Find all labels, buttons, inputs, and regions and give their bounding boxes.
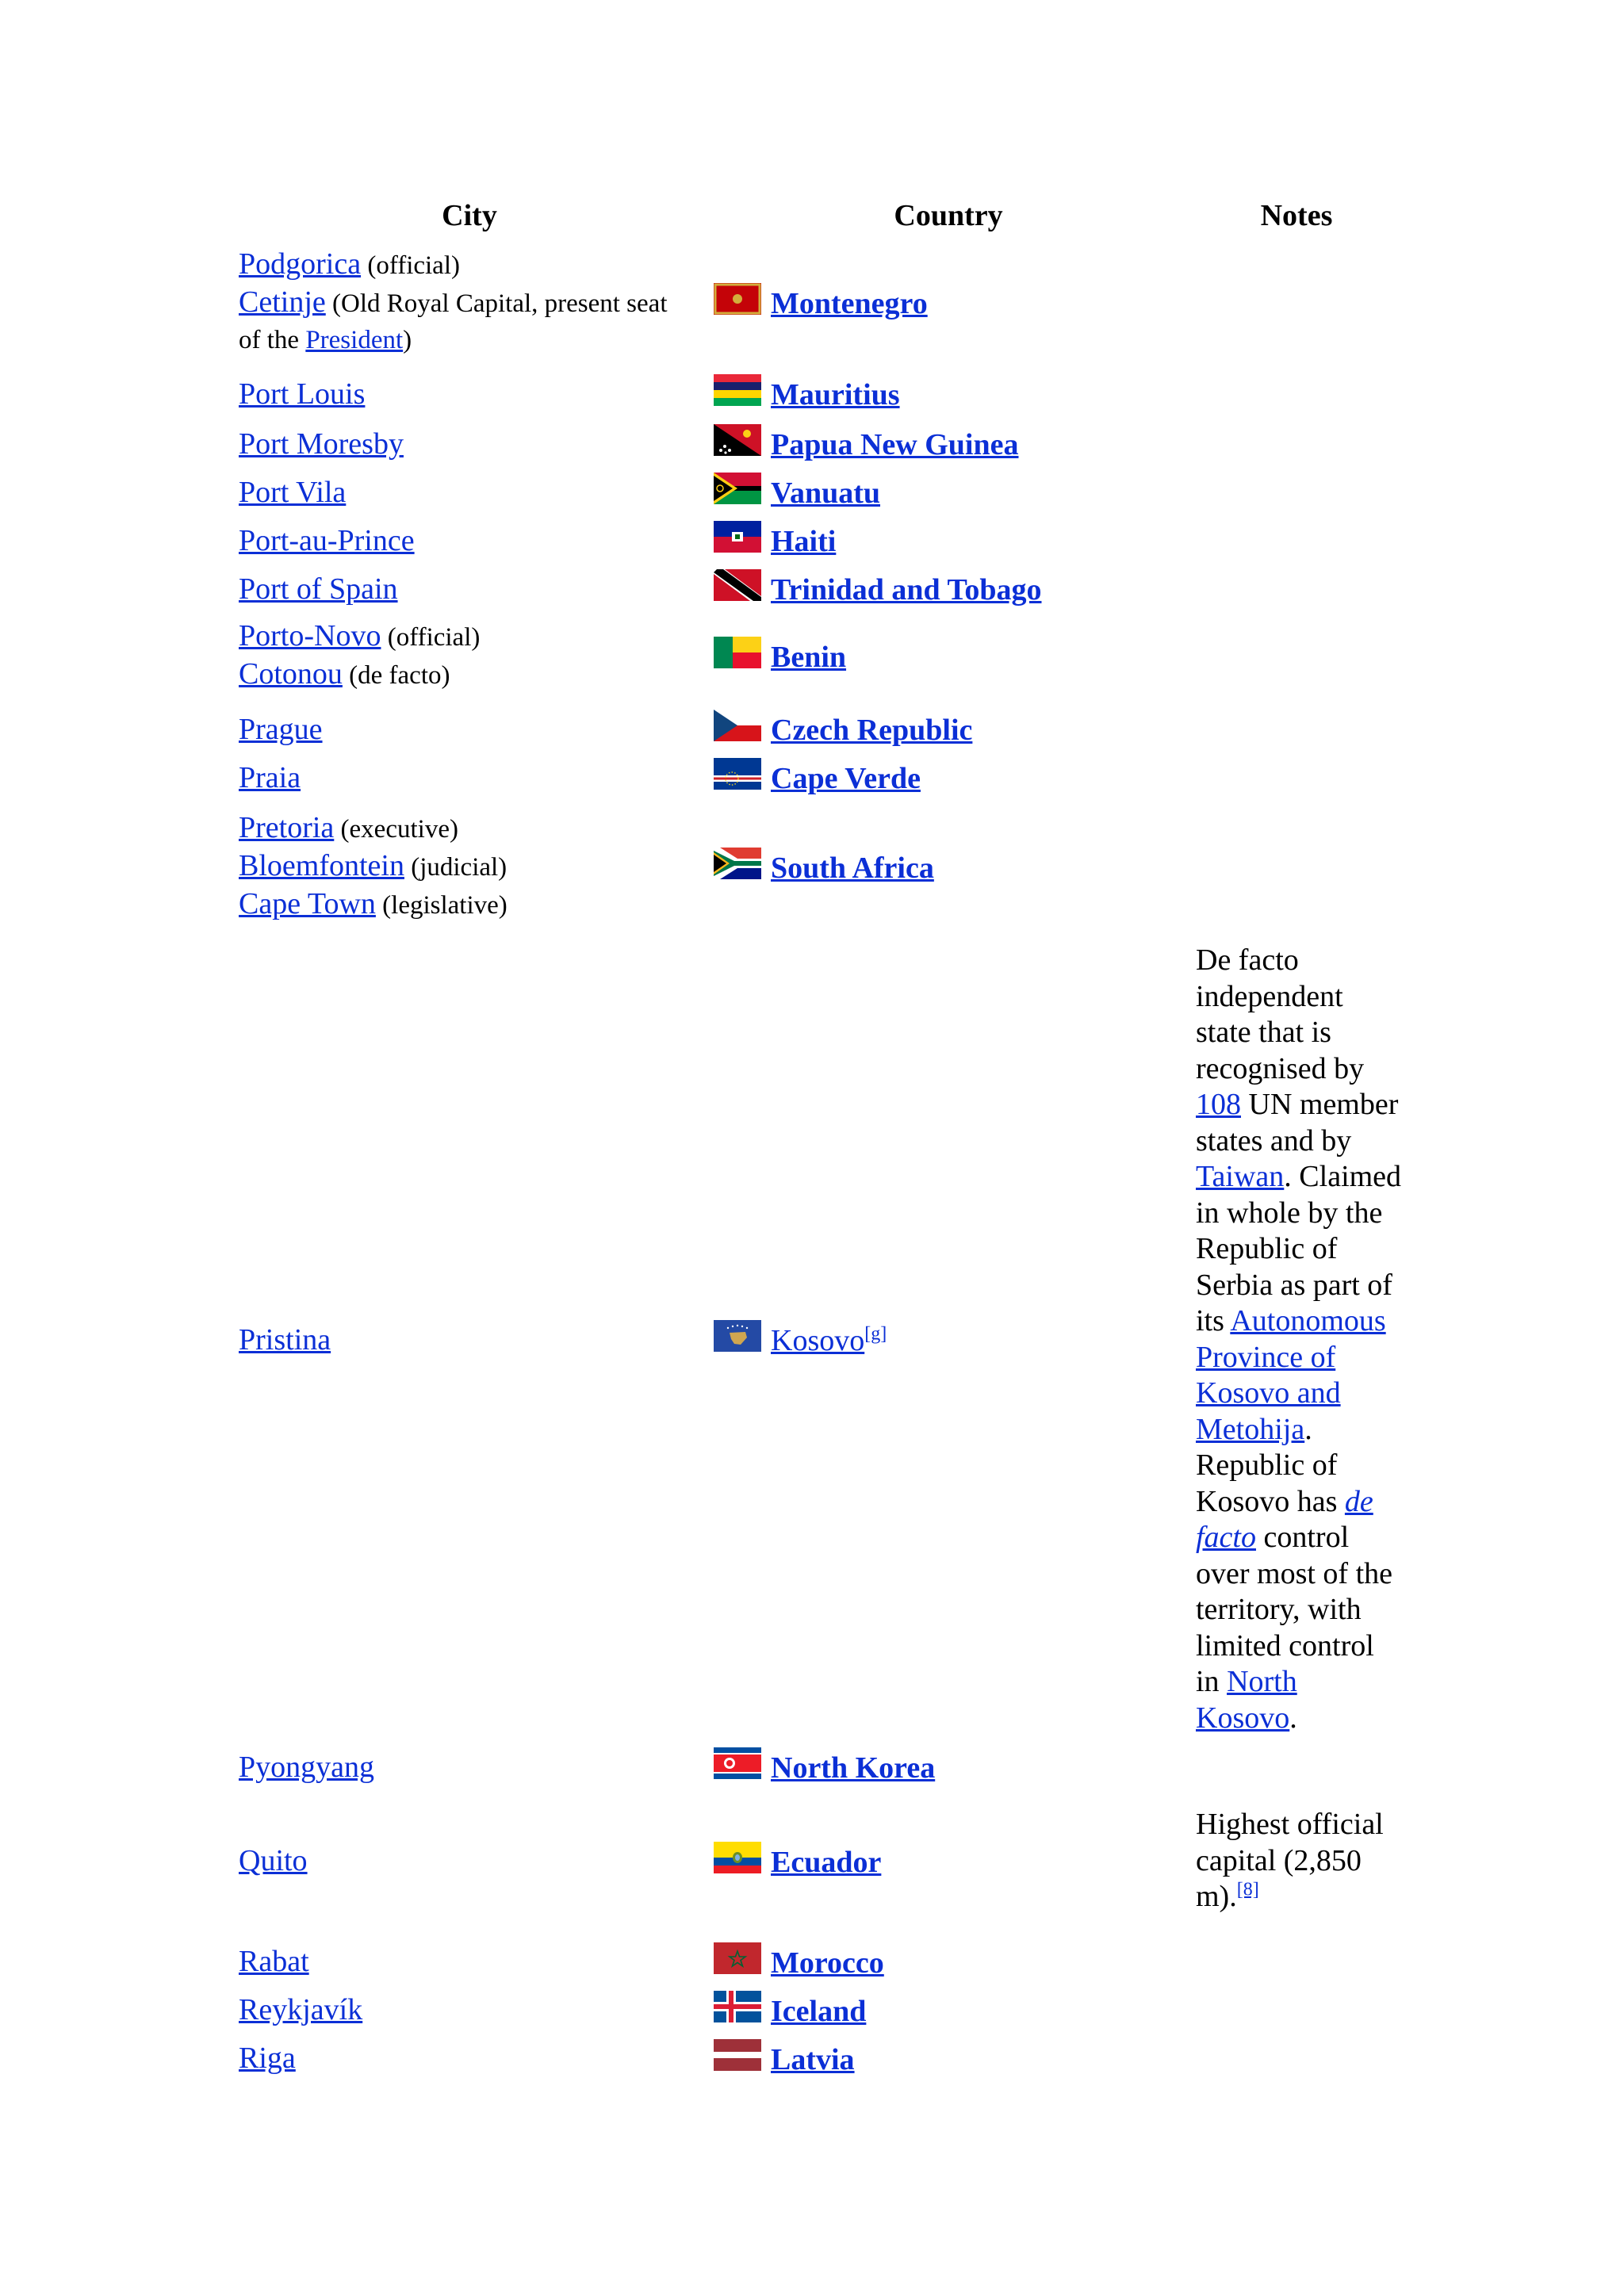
city-line [239,1943,707,1980]
city-line [239,618,707,656]
country-cell [707,1986,1189,2034]
flag-vanuatu-icon [714,473,761,504]
notes-link[interactable]: Autonomous Province of Kosovo and Metohija [1196,1304,1386,1446]
table-row [232,802,1404,932]
city-line [239,1749,707,1785]
table-body [232,241,1404,2083]
flag-south-africa-icon [714,848,761,879]
table-row [232,753,1404,802]
city-cell [232,613,707,698]
city-line [239,656,707,694]
flag-kosovo-icon [714,1320,761,1352]
city-cell [232,363,707,419]
city-line [239,848,707,886]
flag-benin-icon [714,637,761,668]
city-note: ) [403,326,412,354]
city-link[interactable]: Pyongyang [239,1750,374,1784]
city-line [239,1843,707,1879]
country-link[interactable]: Vanuatu [771,476,881,510]
city-cell [232,419,707,468]
city-line [239,474,707,511]
notes-cell [1189,241,1404,363]
flag-ecuador-icon [714,1842,761,1873]
table-row [232,698,1404,753]
country-cell [707,1743,1189,1791]
notes-text: De facto independent state that is recognised by [1196,943,1365,1085]
country-cell [707,1931,1189,1986]
city-link[interactable]: Bloemfontein [239,849,404,882]
flag-mauritius-icon [714,374,761,406]
city-line [239,284,707,322]
header-notes: Notes [1260,199,1333,232]
city-link[interactable]: Prague [239,712,323,746]
city-line [239,809,707,848]
city-cell [232,698,707,753]
country-cell [707,613,1189,698]
country-cell [707,363,1189,419]
flag-trinidad-and-tobago-icon [714,569,761,601]
city-line [239,760,707,796]
city-note: (official) [361,251,460,280]
country-cell [707,468,1189,516]
table-row [232,468,1404,516]
notes-text: Highest official capital (2,850 m). [1196,1808,1384,1913]
city-line [239,571,707,607]
flag-czech-republic-icon [714,710,761,741]
notes-text: . Republic of Kosovo has [1196,1412,1345,1518]
city-cell [232,2034,707,2083]
city-link[interactable]: Rabat [239,1945,309,1978]
city-link[interactable]: Riga [239,2042,296,2075]
flag-latvia-icon [714,2039,761,2071]
notes-text: UN member states and by [1196,1088,1399,1158]
notes-cell [1189,363,1404,419]
country-link[interactable]: Latvia [771,2042,855,2076]
country-link[interactable]: South Africa [771,851,934,885]
country-link[interactable]: Mauritius [771,378,900,411]
city-cell [232,753,707,802]
header-city: City [442,199,497,232]
notes-text: . [1289,1701,1297,1735]
table-row [232,1743,1404,1791]
notes-text: control over most of the territory, with limited control in [1196,1521,1393,1698]
city-cell [232,932,707,1743]
table-row [232,363,1404,419]
notes-cell [1189,753,1404,802]
city-note: (legislative) [375,891,508,920]
city-line [239,322,707,358]
flag-morocco-icon [714,1942,761,1974]
notes-cell [1189,932,1404,1743]
city-link[interactable]: Port-au-Prince [239,523,415,557]
city-note: (de facto) [342,661,450,690]
country-cell [707,932,1189,1743]
city-cell [232,1743,707,1791]
table-row [232,419,1404,468]
city-link[interactable]: Praia [239,760,301,794]
country-cell [707,516,1189,564]
notes-link[interactable]: North Kosovo [1196,1665,1297,1735]
flag-cape-verde-icon [714,758,761,790]
table-row [232,1986,1404,2034]
city-note: (official) [381,623,481,652]
table-row [232,241,1404,363]
city-cell [232,468,707,516]
capitals-table [232,190,1404,2083]
notes-cell [1189,516,1404,564]
table-row [232,932,1404,1743]
country-link[interactable]: Morocco [771,1946,884,1980]
city-note: (executive) [334,815,458,844]
header-country: Country [894,199,1003,232]
notes-cell [1189,1986,1404,2034]
country-link[interactable]: Montenegro [771,286,928,320]
notes-cell [1189,419,1404,468]
table-row [232,1791,1404,1931]
country-link[interactable]: North Korea [771,1751,936,1785]
city-line [239,376,707,412]
city-link[interactable]: Port Moresby [239,427,404,461]
footnote-link[interactable]: [8] [1236,1879,1259,1900]
notes-cell [1189,2034,1404,2083]
president-link[interactable]: President [305,326,404,354]
city-line [239,2040,707,2076]
city-line [239,1322,707,1358]
country-cell [707,241,1189,363]
city-line [239,1992,707,2028]
country-link[interactable]: Iceland [771,1994,867,2028]
city-cell [232,1791,707,1931]
city-cell [232,1931,707,1986]
notes-cell [1189,802,1404,932]
city-cell [232,1986,707,2034]
city-line [239,426,707,462]
city-link[interactable]: Cape Town [239,887,376,920]
city-link[interactable]: Cotonou [239,657,343,691]
country-link[interactable]: Benin [771,640,847,674]
country-cell [707,419,1189,468]
city-link[interactable]: Pretoria [239,811,335,844]
notes-cell [1189,1743,1404,1791]
notes-cell [1189,1791,1404,1931]
city-cell [232,241,707,363]
city-link[interactable]: Porto-Novo [239,619,381,652]
table-row [232,516,1404,564]
city-line [239,886,707,924]
city-link[interactable]: Reykjavík [239,1993,363,2026]
notes-cell [1189,1931,1404,1986]
city-link[interactable]: Port of Spain [239,572,398,606]
table-row [232,1931,1404,1986]
country-cell [707,564,1189,613]
country-link[interactable]: Czech Republic [771,714,973,747]
city-cell [232,802,707,932]
city-link[interactable]: Quito [239,1844,308,1878]
country-link[interactable]: Haiti [771,525,837,558]
city-note: (Old Royal Capital, present seat [325,289,668,318]
country-cell [707,698,1189,753]
city-note: of the [239,326,306,354]
city-link[interactable]: Podgorica [239,247,362,281]
table-row [232,564,1404,613]
notes-cell [1189,468,1404,516]
country-link[interactable]: Papua New Guinea [771,428,1019,461]
notes-cell [1189,698,1404,753]
country-cell [707,753,1189,802]
city-link[interactable]: Port Vila [239,475,347,509]
flag-north-korea-icon [714,1747,761,1779]
country-link[interactable]: Ecuador [771,1845,882,1879]
table-row [232,2034,1404,2083]
country-link[interactable]: Cape Verde [771,762,921,795]
country-link[interactable]: Trinidad and Tobago [771,573,1042,607]
notes-link[interactable]: de facto [1196,1484,1373,1554]
city-link[interactable]: Cetinje [239,285,326,319]
city-link[interactable]: Port Louis [239,377,366,411]
city-line [239,711,707,748]
flag-haiti-icon [714,521,761,553]
flag-montenegro-icon [714,283,761,315]
city-cell [232,516,707,564]
notes-cell [1189,564,1404,613]
footnote-link[interactable]: [g] [864,1323,887,1345]
city-link[interactable]: Pristina [239,1322,331,1357]
country-cell [707,802,1189,932]
country-cell [707,2034,1189,2083]
city-note: (judicial) [404,853,508,882]
country-cell [707,1791,1189,1931]
table-header-row [232,190,1404,241]
table-row [232,613,1404,698]
city-line [239,246,707,284]
notes-link[interactable]: Taiwan [1196,1160,1285,1193]
city-cell [232,564,707,613]
country-link[interactable]: Kosovo [771,1324,865,1357]
notes-link[interactable]: 108 [1196,1088,1241,1121]
notes-cell [1189,613,1404,698]
flag-iceland-icon [714,1991,761,2022]
notes-text: . Claimed in whole by the Republic of Serbia as part of its [1196,1160,1402,1337]
flag-papua-new-guinea-icon [714,424,761,456]
city-line [239,522,707,559]
